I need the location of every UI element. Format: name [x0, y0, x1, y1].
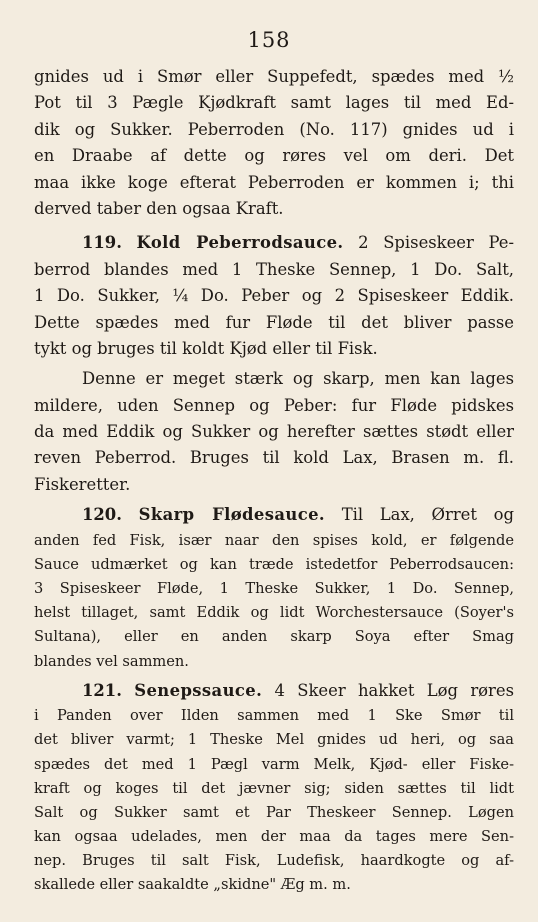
recipe-number: 121. — [82, 680, 122, 700]
line-text: reven Peberrod. Bruges til kold Lax, Brasen m. fl. — [34, 448, 514, 468]
text-line — [34, 825, 514, 849]
line-text: kraft og koges til det jævner sig; siden sættes til lidt — [34, 779, 514, 797]
line-text: det bliver varmt; 1 Theske Mel gnides ud heri, og saa — [34, 731, 514, 749]
page-text — [34, 64, 514, 898]
line-text: berrod blandes med 1 Theske Sennep, 1 Do. Salt, — [34, 259, 514, 279]
text-line — [34, 257, 514, 283]
text-line — [34, 419, 514, 445]
paragraph-gap — [34, 222, 514, 230]
line-text: 3 Spiseskeer Fløde, 1 Theske Sukker, 1 Do. Sennep, — [34, 580, 514, 598]
line-text: Pot til 3 Pægle Kjødkraft samt lages til med Ed- — [34, 93, 514, 113]
text-line — [34, 64, 514, 90]
line-text: anden fed Fisk, især naar den spises kold, er følgende — [34, 531, 514, 549]
recipe-number: 120. — [82, 505, 122, 525]
recipe-title: Kold Peberrodsauce. — [136, 233, 344, 253]
text-line — [34, 777, 514, 801]
text-line — [34, 283, 514, 309]
text-line — [34, 310, 514, 336]
line-text: 1 Do. Sukker, ¼ Do. Peber og 2 Spiseskeer Eddik. — [34, 286, 514, 306]
text-line — [34, 393, 514, 419]
line-text: Denne er meget stærk og skarp, men kan lages — [82, 369, 514, 389]
line-text: da med Eddik og Sukker og herefter sættes stødt eller — [34, 422, 514, 442]
line-text: 2 Spiseskeer Pe- — [358, 233, 514, 253]
recipe-heading-line — [34, 502, 514, 528]
text-line — [34, 553, 514, 577]
text-line — [34, 90, 514, 116]
text-line — [34, 170, 514, 196]
line-text: Til Lax, Ørret og — [341, 505, 514, 525]
line-text: kan ogsaa udelades, men der maa da tages mere Sen- — [34, 828, 514, 846]
line-text: derved taber den ogsaa Kraft. — [34, 198, 284, 218]
text-line — [34, 753, 514, 777]
line-text: nep. Bruges til salt Fisk, Ludefisk, haardkogte og af- — [34, 852, 514, 870]
text-line — [34, 849, 514, 873]
text-line — [34, 650, 514, 674]
line-text: skallede eller saakaldte „skidne" Æg m. m. — [34, 876, 351, 894]
text-line — [34, 143, 514, 169]
text-line — [34, 445, 514, 471]
recipe-heading-line — [34, 678, 514, 704]
line-text: Salt og Sukker samt et Par Theskeer Sennep. Løgen — [34, 803, 514, 821]
text-line — [34, 577, 514, 601]
line-text: gnides ud i Smør eller Suppefedt, spædes med ½ — [34, 67, 514, 86]
text-line — [34, 873, 514, 897]
text-line — [34, 704, 514, 728]
text-line — [34, 366, 514, 392]
line-text: i Panden over Ilden sammen med 1 Ske Smør til — [34, 707, 514, 725]
line-text: blandes vel sammen. — [34, 652, 189, 670]
text-line — [34, 196, 514, 222]
text-line — [34, 625, 514, 649]
line-text: helst tillaget, samt Eddik og lidt Worchestersauce (Soyer's — [34, 604, 514, 622]
line-text: Dette spædes med fur Fløde til det bliver passe — [34, 312, 514, 332]
line-text: tykt og bruges til koldt Kjød eller til Fisk. — [34, 338, 378, 358]
line-text: Fiskeretter. — [34, 474, 131, 494]
line-text: en Draabe af dette og røres vel om deri. Det — [34, 146, 514, 166]
line-text: spædes det med 1 Pægl varm Melk, Kjød- eller Fiske- — [34, 755, 514, 773]
text-line — [34, 601, 514, 625]
text-line — [34, 728, 514, 752]
recipe-title: Senepssauce. — [134, 680, 263, 700]
text-line — [34, 472, 514, 498]
recipe-title: Skarp Flødesauce. — [138, 505, 326, 525]
text-line — [34, 336, 514, 362]
line-text: Sultana), eller en anden skarp Soya efter Smag — [34, 628, 514, 646]
line-text: Sauce udmærket og kan træde istedetfor Peberrodsaucen: — [34, 555, 514, 573]
text-line — [34, 117, 514, 143]
line-text: maa ikke koge efterat Peberroden er kommen i; thi — [34, 172, 514, 192]
text-line — [34, 529, 514, 553]
text-line — [34, 801, 514, 825]
line-text: mildere, uden Sennep og Peber: fur Fløde pidskes — [34, 395, 514, 415]
page-number: 158 — [247, 28, 291, 52]
line-text: dik og Sukker. Peberroden (No. 117) gnides ud i — [34, 119, 514, 139]
recipe-number: 119. — [82, 233, 122, 253]
line-text: 4 Skeer hakket Løg røres — [274, 680, 514, 700]
recipe-heading-line — [34, 230, 514, 256]
